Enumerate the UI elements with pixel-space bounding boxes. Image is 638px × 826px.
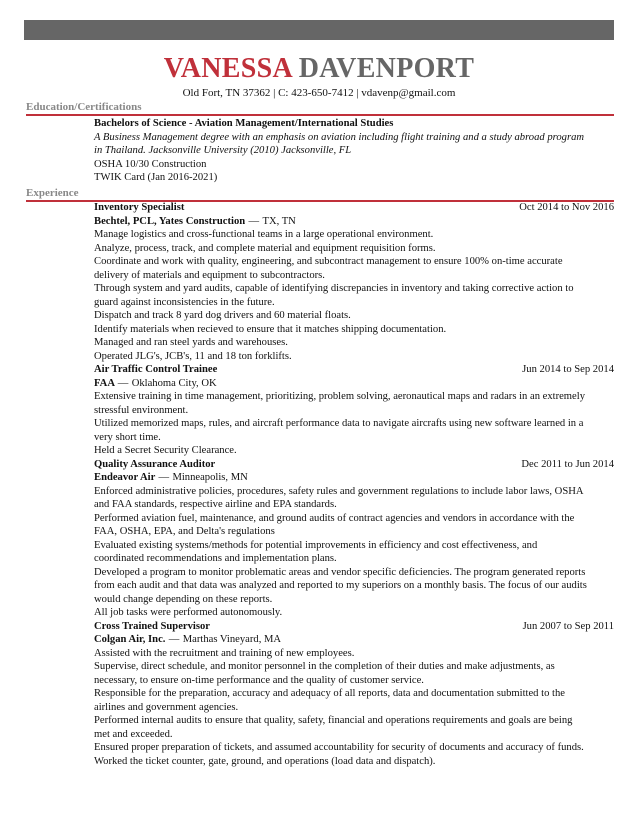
job-detail: Through system and yard audits, capable of identifying discrepancies in inventory and taking corrective action to [94,283,574,294]
separator-dash: — [168,634,180,645]
job-detail: Identify materials when recieved to ensure that it matches shipping documentation. [94,323,447,335]
job-location: Marthas Vineyard, MA [182,634,282,645]
job-detail: Analyze, process, track, and complete material and equipment requisition forms. [94,242,436,254]
job-role: Quality Assurance Auditor [94,458,216,470]
education-block [94,117,614,185]
separator-dash: — [248,215,260,227]
job-dates: Jun 2014 to Sep 2014 [522,364,614,375]
degree-description-2: in Thailand. Jacksonville University (2010) Jacksonville, FL [94,145,352,156]
job-detail: coordinated recommendations and implementation plans. [94,553,337,564]
job-company: FAA [94,377,115,389]
job-detail: and FAA standards, respective airline and EPA standards. [94,499,337,510]
separator-dash: — [117,377,129,389]
job-detail: would change depending on these reports. [94,593,273,605]
job-detail: stressful environment. [94,404,189,416]
job-detail: Dispatch and track 8 yard dog drivers and 60 material floats. [94,310,351,321]
job-company: Colgan Air, Inc. [94,634,166,645]
job-detail: Assisted with the recruitment and training of new employees. [94,647,355,659]
job-detail: Operated JLG's, JCB's, 11 and 18 ton forklifts. [94,350,292,362]
job-detail: All job tasks were performed autonomously. [94,607,283,618]
degree-description-1: A Business Management degree with an emphasis on aviation including flight training and a study abroad program [94,131,585,143]
experience-block [94,201,614,768]
candidate-name [0,52,638,86]
job-detail: FAA, OSHA, EPA, and Delta's regulations [94,526,275,537]
job-detail: Supervise, direct schedule, and monitor personnel in the completion of their duties and make adjustments, as [94,661,555,672]
job-detail: Managed and ran steel yards and warehouses. [94,337,288,348]
job-location: TX, TN [262,215,296,227]
first-name: VANESSA [163,53,292,84]
job-detail: delivery of materials and equipment to subcontractors. [94,269,325,281]
job-detail: very short time. [94,431,161,443]
job-detail: Performed internal audits to ensure that quality, safety, financial and operations requirements and goals are being [94,715,573,726]
job-detail: Performed aviation fuel, maintenance, and ground audits of contract agencies and vendors in accordance with the [94,512,575,524]
education-section-title: Education/Certifications [26,100,614,116]
job-dates: Oct 2014 to Nov 2016 [519,202,614,213]
job-detail: Extensive training in time management, prioritizing, problem solving, aeronautical maps and radars in an extremely [94,391,585,402]
job-company-line [94,377,614,391]
job-detail: necessary, to ensure on-time performance and the quality of customer service. [94,674,424,686]
job-detail: Coordinate and work with quality, engineering, and subcontract management to ensure 100% on-time accurate [94,256,563,267]
degree-title: Bachelors of Science - Aviation Management/International Studies [94,118,394,129]
certification-twik: TWIK Card (Jan 2016-2021) [94,172,218,183]
job-detail: guard against inconsistencies in the future. [94,296,275,308]
contact-info: Old Fort, TN 37362 | C: 423-650-7412 | vdavenp@gmail.com [182,87,456,99]
job-detail: Responsible for the preparation, accuracy and adequacy of all reports, data and documentation submitted to the [94,688,565,699]
job-location: Minneapolis, MN [172,472,248,483]
job-company: Bechtel, PCL, Yates Construction [94,215,246,227]
job-company: Endeavor Air [94,472,156,483]
header-bar [24,20,614,40]
job-detail: Utilized memorized maps, rules, and aircraft performance data to navigate aircrafts using new software learned in a [94,418,584,429]
job-role: Air Traffic Control Trainee [94,364,218,375]
job-detail: Held a Secret Security Clearance. [94,445,237,456]
job-dates: Dec 2011 to Jun 2014 [521,458,614,470]
job-detail: Enforced administrative policies, procedures, safety rules and government regulations to include labor laws, OSHA [94,485,584,497]
last-name: DAVENPORT [298,53,475,84]
job-role: Inventory Specialist [94,202,185,213]
job-detail: airlines and government agencies. [94,701,239,713]
job-detail: Worked the ticket counter, gate, ground, and operations (load data and dispatch). [94,755,436,767]
job-detail: Evaluated existing systems/methods for potential improvements in efficiency and cost effectiveness, and [94,539,538,551]
job-dates: Jun 2007 to Sep 2011 [522,620,614,632]
job-detail: Manage logistics and cross-functional teams in a large operational environment. [94,229,434,240]
job-entry [94,363,614,458]
job-detail: Ensured proper preparation of tickets, and assumed accountability for security of documents and accuracy of funds. [94,742,584,753]
job-location: Oklahoma City, OK [131,377,217,389]
job-detail: from each audit and that data was analyzed and reported to my superiors on a monthly basis. The focus of our audits [94,580,587,591]
job-role: Cross Trained Supervisor [94,620,210,632]
job-company-line [94,633,614,647]
job-company-line [94,471,614,485]
job-entry [94,201,614,363]
job-entry [94,620,614,769]
job-detail: Developed a program to monitor problematic areas and vendor specific deficiencies. The program generated reports [94,566,586,578]
job-detail: met and exceeded. [94,728,173,740]
separator-dash: — [158,472,170,483]
certification-osha: OSHA 10/30 Construction [94,158,207,170]
job-entry [94,458,614,620]
experience-section-title: Experience [26,186,614,202]
job-company-line [94,215,614,229]
